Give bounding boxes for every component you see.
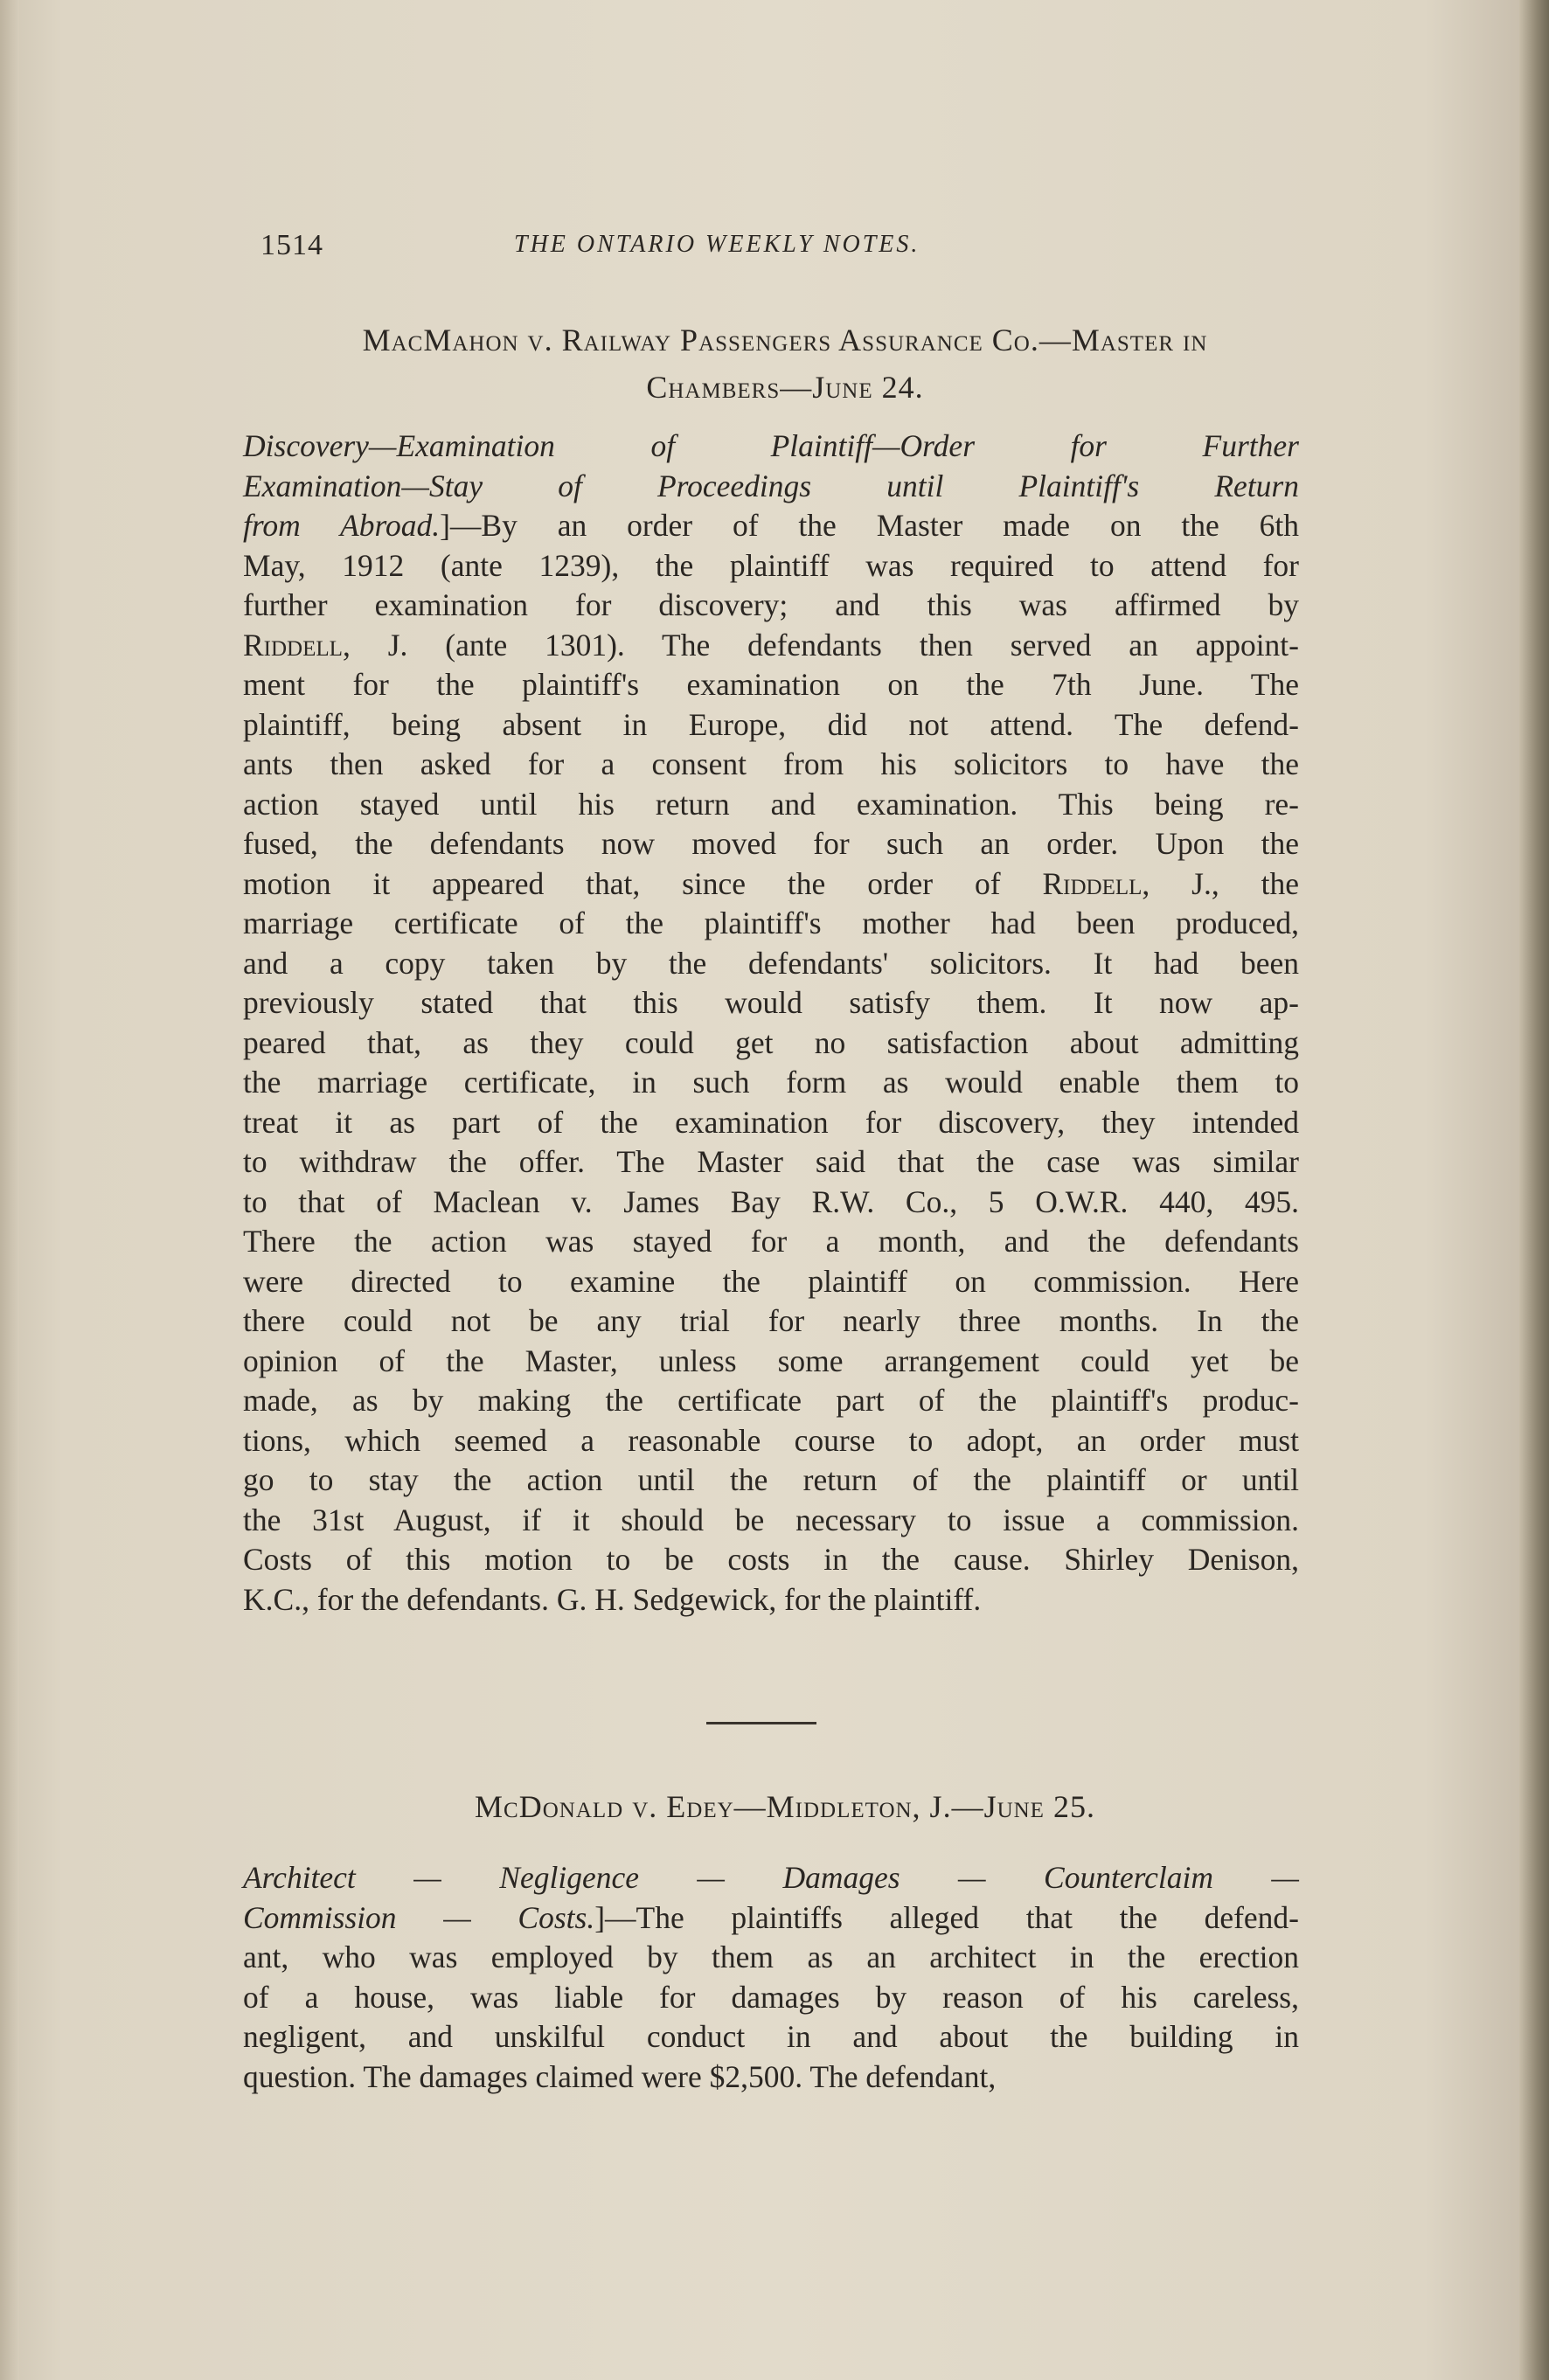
text-run: fused, the defendants now moved for such an order. Upon the — [243, 826, 1299, 861]
journal-title: THE ONTARIO WEEKLY NOTES. — [514, 231, 920, 258]
text-line — [243, 864, 1299, 905]
page-number: 1514 — [260, 229, 323, 261]
text-line — [243, 665, 1299, 705]
text-line — [243, 983, 1299, 1023]
text-run: tions, which seemed a reasonable course to adopt, an order must — [243, 1422, 1299, 1458]
italic-run: from Abroad. — [243, 508, 441, 543]
text-run: peared that, as they could get no satisfaction about admitting — [243, 1024, 1299, 1060]
small-caps-run: Riddell — [1042, 865, 1143, 901]
text-line — [243, 1501, 1299, 1541]
case-heading-line-2: Chambers—June 24. — [646, 370, 924, 405]
text-line — [243, 1262, 1299, 1302]
text-run: treat it as part of the examination for discovery, they intended — [243, 1104, 1299, 1140]
text-line — [243, 1142, 1299, 1183]
text-run: to that of Maclean v. James Bay R.W. Co., 5 O.W.R. 440, 495. — [243, 1183, 1299, 1219]
text-line — [243, 824, 1299, 864]
text-run: ants then asked for a consent from his solicitors to have the — [243, 746, 1299, 781]
text-run: the 31st August, if it should be necessary to issue a commission. — [243, 1502, 1299, 1537]
text-run: of a house, was liable for damages by reason of his careless, — [243, 1979, 1299, 2015]
text-run: ]—The plaintiffs alleged that the defend- — [594, 1899, 1299, 1935]
text-run: and a copy taken by the defendants' solicitors. It had been — [243, 945, 1299, 981]
text-run: the marriage certificate, in such form as would enable them to — [243, 1065, 1299, 1100]
text-line — [243, 785, 1299, 825]
text-line — [243, 705, 1299, 746]
text-run: go to stay the action until the return of the plaintiff or until — [243, 1462, 1299, 1497]
text-run: to withdraw the offer. The Master said that the case was similar — [243, 1144, 1299, 1179]
text-line — [243, 2017, 1299, 2057]
page-binding-shadow — [1519, 0, 1549, 2380]
running-head — [260, 229, 1309, 273]
small-caps-run: Riddell — [243, 627, 343, 663]
case-heading-line: McDonald v. Edey—Middleton, J.—June 25. — [475, 1789, 1095, 1824]
text-line — [243, 1183, 1299, 1223]
text-run: K.C., for the defendants. G. H. Sedgewick, for the plaintiff. — [243, 1581, 982, 1617]
text-line — [243, 1222, 1299, 1262]
text-run: , J., the — [1142, 865, 1300, 901]
text-run: previously stated that this would satisfy them. It now ap- — [243, 985, 1299, 1020]
italic-run: Architect — Negligence — Damages — Counterclaim — — [243, 1860, 1299, 1895]
italic-run: Discovery—Examination of Plaintiff—Order for Further — [243, 428, 1299, 463]
text-line — [243, 1063, 1299, 1103]
text-line — [243, 467, 1299, 507]
text-line — [243, 1342, 1299, 1382]
text-line — [243, 506, 1299, 546]
text-run: Costs of this motion to be costs in the cause. Shirley Denison, — [243, 1542, 1299, 1577]
text-line — [243, 1103, 1299, 1143]
text-run: , J. (ante 1301). The defendants then served an appoint- — [342, 627, 1299, 663]
case-body-macmahon — [243, 427, 1299, 1620]
text-run: There the action was stayed for a month, and the defendants — [243, 1224, 1299, 1259]
text-run: made, as by making the certificate part of the plaintiff's produc- — [243, 1383, 1299, 1418]
text-run: marriage certificate of the plaintiff's mother had been produced, — [243, 906, 1299, 940]
text-line — [243, 1898, 1299, 1939]
case-heading-line-1: MacMahon v. Railway Passengers Assurance Co.—Master in — [362, 323, 1208, 357]
page-left-edge — [0, 0, 19, 2380]
text-run: plaintiff, being absent in Europe, did not attend. The defend- — [243, 706, 1299, 742]
text-run: ment for the plaintiff's examination on the 7th June. The — [243, 667, 1299, 702]
case-heading-macmahon — [260, 316, 1309, 411]
text-line — [243, 626, 1299, 666]
text-line — [243, 1938, 1299, 1978]
text-run: question. The damages claimed were $2,500. The defendant, — [243, 2058, 997, 2094]
text-run: action stayed until his return and examination. This being re- — [243, 786, 1299, 822]
text-line — [243, 1978, 1299, 2018]
text-line — [243, 1421, 1299, 1461]
section-divider-rule — [706, 1722, 816, 1724]
text-line — [243, 904, 1299, 944]
italic-run: Examination—Stay of Proceedings until Plaintiff's Return — [243, 468, 1299, 503]
text-line — [243, 1540, 1299, 1580]
text-line — [243, 546, 1299, 586]
case-heading-mcdonald — [260, 1783, 1309, 1830]
text-run: ]—By an order of the Master made on the 6th — [440, 508, 1299, 543]
text-line — [243, 1858, 1299, 1898]
text-run: were directed to examine the plaintiff on commission. Here — [243, 1263, 1299, 1299]
text-line — [243, 745, 1299, 785]
text-line — [243, 1023, 1299, 1064]
text-run: ant, who was employed by them as an architect in the erection — [243, 1939, 1299, 1974]
text-run: opinion of the Master, unless some arrangement could yet be — [243, 1343, 1299, 1378]
text-line — [243, 1381, 1299, 1421]
text-run: further examination for discovery; and this was affirmed by — [243, 587, 1299, 622]
text-line — [243, 1580, 1299, 1620]
text-line — [243, 427, 1299, 467]
text-run: negligent, and unskilful conduct in and about the building in — [243, 2019, 1299, 2054]
text-line — [243, 2057, 1299, 2098]
italic-run: Commission — Costs. — [243, 1899, 595, 1935]
text-run: motion it appeared that, since the order of — [243, 865, 1043, 901]
text-line — [243, 586, 1299, 626]
text-line — [243, 1301, 1299, 1342]
text-line — [243, 944, 1299, 984]
text-run: there could not be any trial for nearly three months. In the — [243, 1303, 1299, 1338]
text-run: May, 1912 (ante 1239), the plaintiff was required to attend for — [243, 547, 1299, 583]
text-line — [243, 1461, 1299, 1501]
case-body-mcdonald — [243, 1858, 1299, 2097]
